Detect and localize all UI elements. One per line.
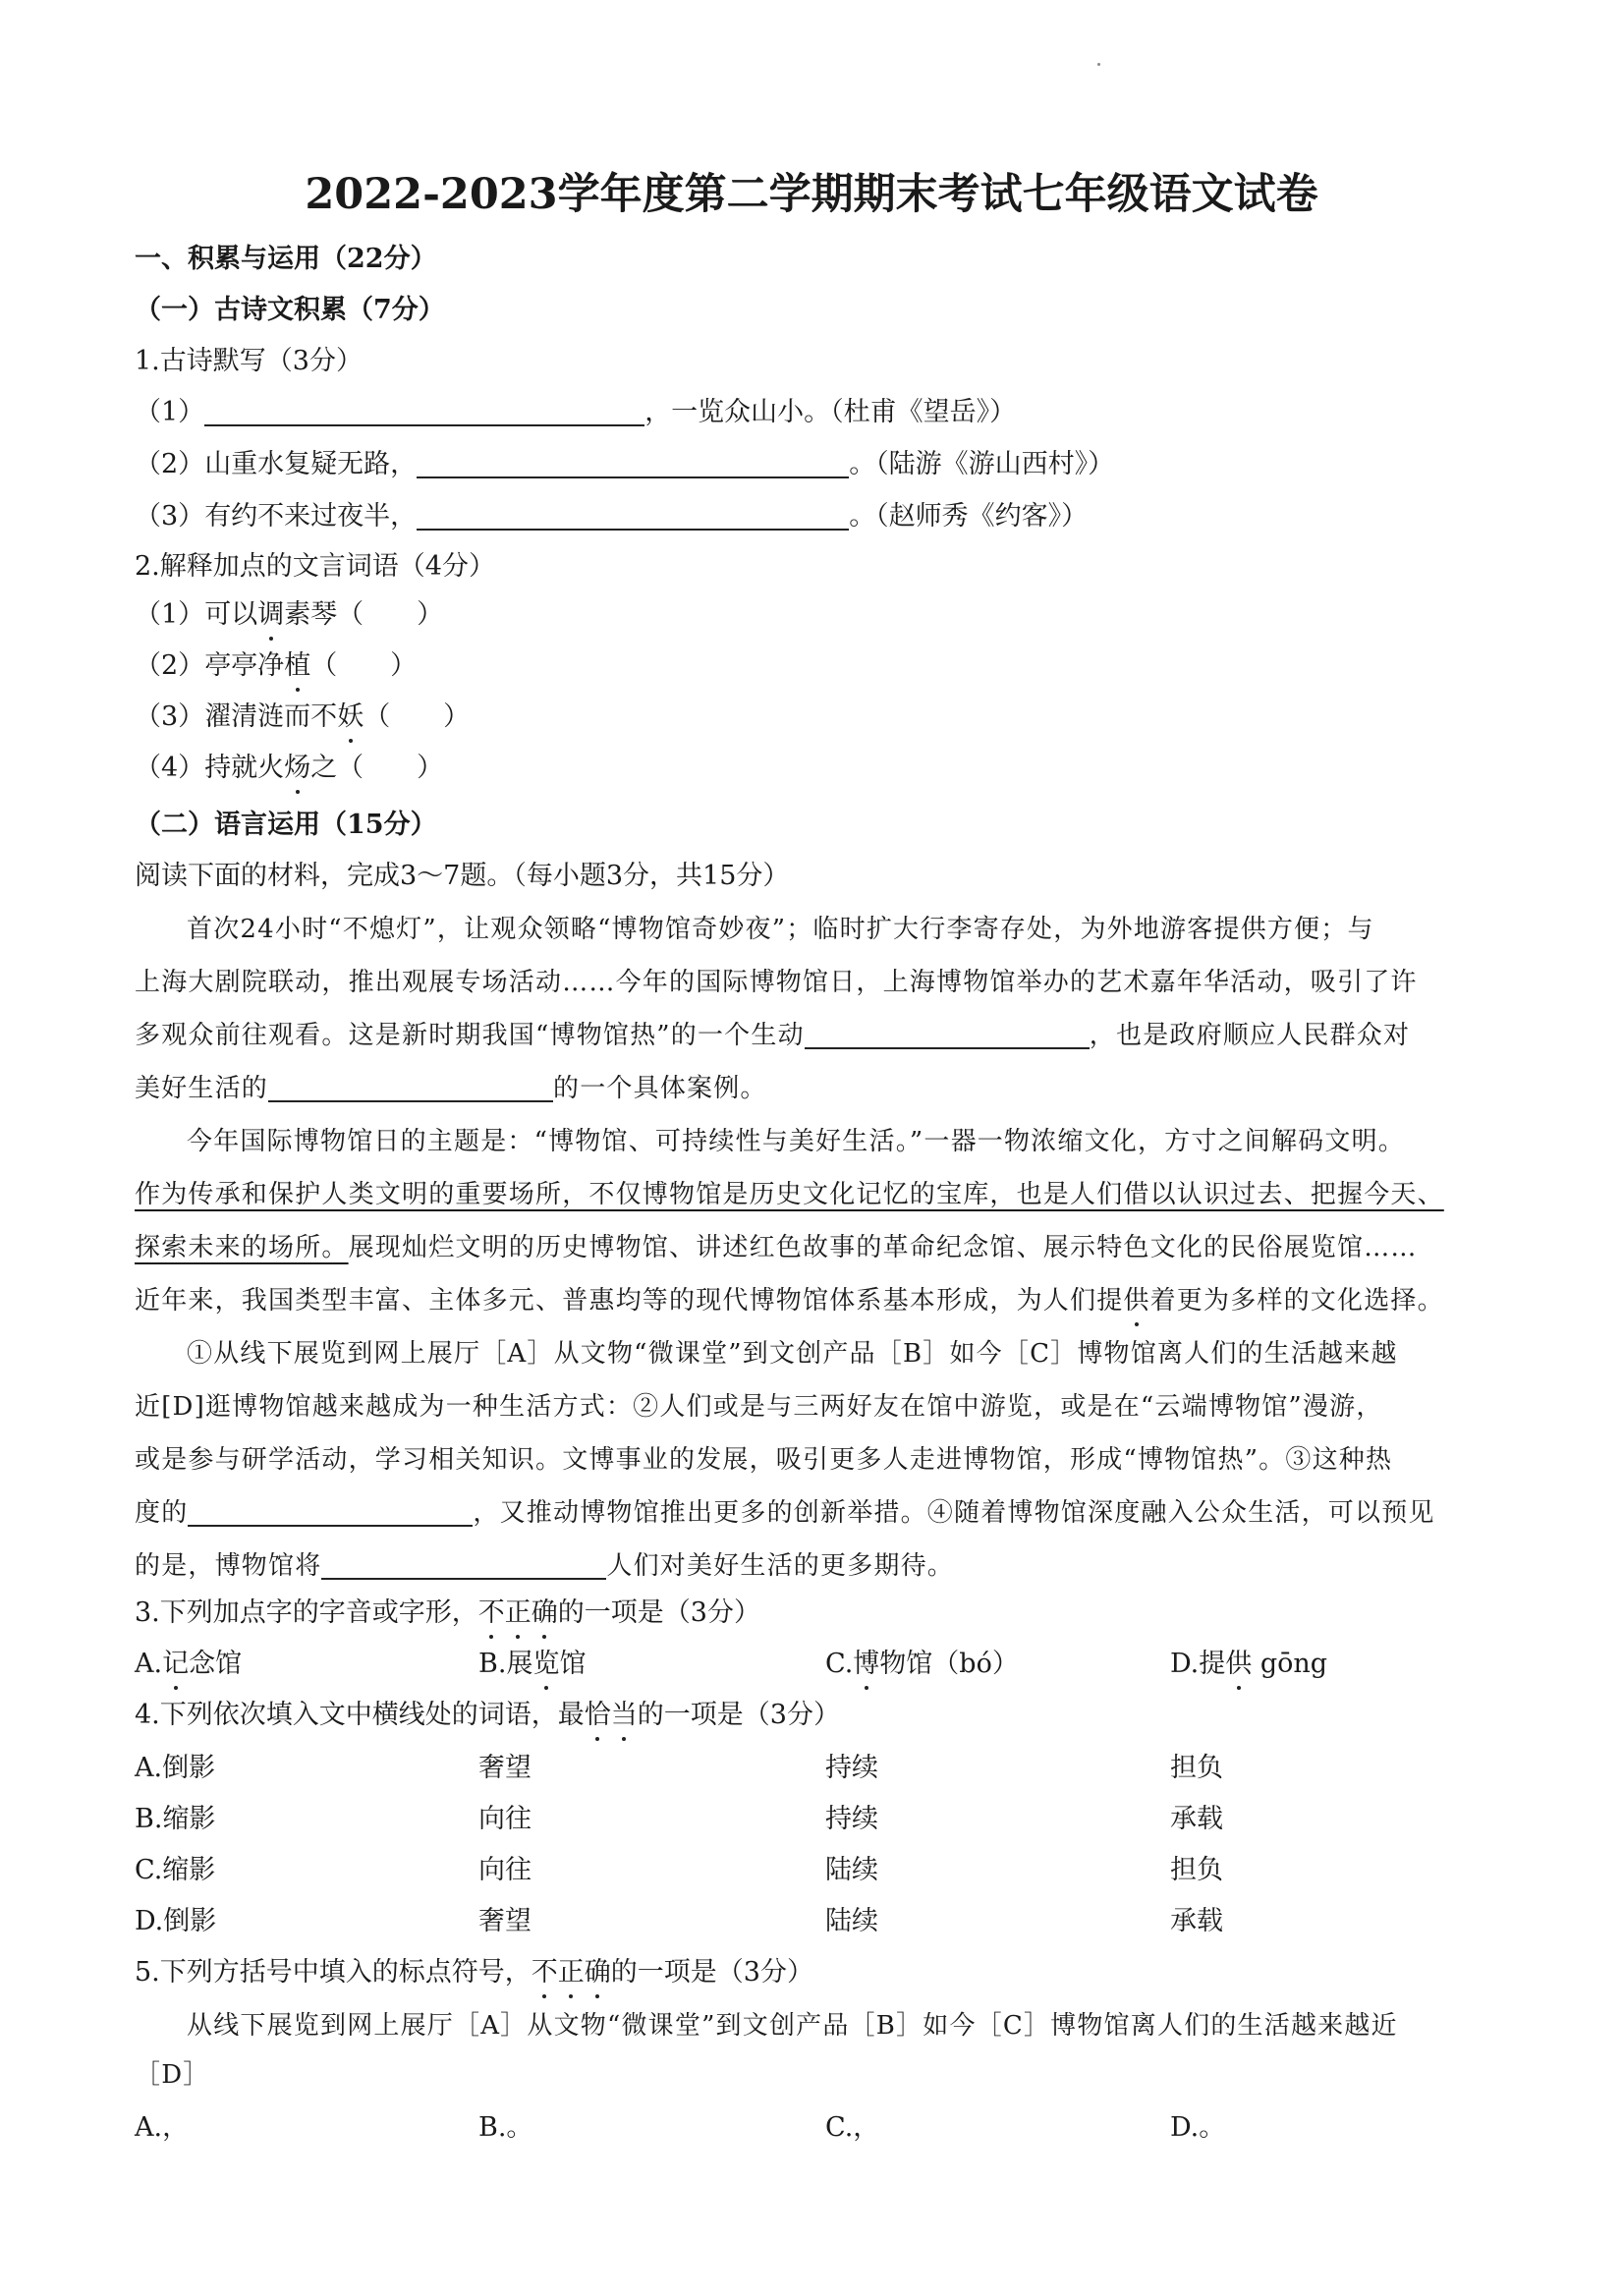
- option-label: D.: [1170, 1649, 1200, 1679]
- option-label: A.: [135, 1753, 163, 1783]
- answer-blank[interactable]: [321, 1550, 606, 1580]
- passage-line: [135, 1546, 1500, 1586]
- item-text: 。（赵师秀《约客》）: [849, 501, 1089, 532]
- dotted-char: 炀: [284, 749, 310, 788]
- passage-line: [135, 1493, 1500, 1533]
- dotted-char: 正: [505, 1594, 532, 1633]
- dotted-char: 览: [532, 1645, 559, 1684]
- item-number: （2）: [135, 650, 205, 681]
- passage-text: 美好生活的: [135, 1074, 269, 1103]
- option-c[interactable]: [825, 1645, 1019, 1684]
- option-word: 倒影: [162, 1753, 216, 1783]
- dotted-char: 不: [478, 1594, 505, 1633]
- dotted-char: 正: [558, 1953, 585, 1992]
- option-word: 承载: [1170, 1804, 1223, 1834]
- option-label: D.: [135, 1906, 164, 1936]
- option-word: 奢望: [478, 1753, 532, 1783]
- q2-item-3: [135, 698, 1500, 737]
- q5-stem: [135, 1953, 1500, 1992]
- option-label-col1: [135, 1851, 215, 1890]
- option-word: 向往: [478, 1855, 532, 1885]
- answer-blank[interactable]: [805, 1020, 1090, 1049]
- exam-title: 2022-2023学年度第二学期期末考试七年级语文试卷: [305, 170, 1318, 219]
- item-text: 濯清涟而不: [204, 701, 338, 732]
- option-word: 担负: [1170, 1855, 1223, 1885]
- item-text: ，一览众山小。（杜甫《望岳》）: [644, 397, 1017, 427]
- option-text: 展: [506, 1649, 533, 1679]
- q3-stem: [135, 1594, 1500, 1633]
- passage-text: 近年来，我国类型丰富、主体多元、普惠均等的现代博物馆体系基本形成，为人们提: [135, 1286, 1124, 1316]
- dotted-char: 当: [611, 1696, 638, 1735]
- q2-item-2: [135, 646, 1500, 686]
- section-heading: 一、积累与运用（22分）: [135, 244, 437, 274]
- dotted-char: 供: [1225, 1645, 1252, 1684]
- dotted-char: 不: [532, 1953, 558, 1992]
- dotted-char: 博: [853, 1645, 879, 1684]
- item-number: （1）: [135, 599, 205, 630]
- item-text: 之（ ）: [310, 753, 444, 783]
- part-heading-2: （二）语言运用（15分）: [135, 810, 437, 840]
- stem-text: 的一项是（3分）: [637, 1700, 840, 1730]
- item-text: （ ）: [364, 701, 471, 732]
- passage-text: 的一个具体案例。: [553, 1074, 767, 1103]
- passage-text: ，又推动博物馆推出更多的创新举措。④随着博物馆深度融入公众生活，可以预见: [473, 1498, 1435, 1528]
- q4-stem: [135, 1696, 1500, 1735]
- q1-stem: 1.古诗默写（3分）: [135, 346, 363, 376]
- option-word: 奢望: [478, 1906, 532, 1936]
- item-text: 持就火: [204, 753, 285, 783]
- underlined-sentence: 探索未来的场所。: [135, 1233, 349, 1262]
- passage-line: 上海大剧院联动，推出观展专场活动……今年的国际博物馆日，上海博物馆举办的艺术嘉年华活动，吸引了许: [135, 968, 1418, 997]
- option-word: 缩影: [162, 1804, 216, 1834]
- option-text: 馆: [559, 1649, 587, 1679]
- option-b[interactable]: B.。: [478, 2112, 533, 2143]
- option-text: 物馆（bó）: [879, 1649, 1019, 1679]
- option-word: 持续: [825, 1804, 878, 1834]
- item-number: （3）: [135, 701, 205, 732]
- passage-line: [135, 1228, 1500, 1267]
- passage-line: 今年国际博物馆日的主题是：“博物馆、可持续性与美好生活。”一器一物浓缩文化，方寸之间解码文明。: [187, 1127, 1405, 1156]
- stem-text: 4.下列依次填入文中横线处的词语，最: [135, 1700, 585, 1730]
- option-label: B.: [135, 1804, 163, 1834]
- option-text: 念馆: [189, 1649, 243, 1679]
- dotted-char: 记: [162, 1645, 189, 1684]
- option-label-col1: [135, 1800, 215, 1839]
- option-label-col1: [135, 1902, 216, 1941]
- option-word: 陆续: [825, 1855, 878, 1885]
- q2-item-4: [135, 749, 1500, 788]
- item-number: （2）: [135, 449, 205, 479]
- dotted-char: 确: [532, 1594, 558, 1633]
- item-text: 。（陆游《游山西村》）: [849, 449, 1115, 479]
- option-d[interactable]: D.。: [1170, 2112, 1226, 2143]
- underlined-sentence: 作为传承和保护人类文明的重要场所，不仅博物馆是历史文化记忆的宝库，也是人们借以认识过去、把握今天、: [135, 1180, 1444, 1209]
- passage-text: 多观众前往观看。这是新时期我国“博物馆热”的一个生动: [135, 1021, 805, 1050]
- answer-blank[interactable]: [268, 1073, 553, 1102]
- option-word: 陆续: [825, 1906, 878, 1936]
- passage-text: 人们对美好生活的更多期待。: [606, 1551, 955, 1581]
- q1-item-3: [135, 497, 1500, 536]
- reading-instructions: 阅读下面的材料，完成3～7题。（每小题3分，共15分）: [135, 861, 790, 891]
- option-c[interactable]: C.，: [825, 2112, 880, 2143]
- passage-line: 或是参与研学活动，学习相关知识。文博事业的发展，吸引更多人走进博物馆，形成“博物馆热”。③这种热: [135, 1445, 1393, 1475]
- dotted-char: 供: [1123, 1281, 1149, 1320]
- passage-text: 着更为多样的文化选择。: [1149, 1286, 1444, 1316]
- option-label: B.: [478, 1649, 507, 1679]
- option-word: 担负: [1170, 1753, 1223, 1783]
- item-number: （3）: [135, 501, 205, 532]
- option-label-col1: [135, 1749, 215, 1788]
- passage-line: 近[D]逛博物馆越来越成为一种生活方式：②人们或是与三两好友在馆中游览，或是在“云端博物馆”漫游，: [135, 1392, 1383, 1422]
- passage-line: [135, 1016, 1500, 1055]
- option-b[interactable]: [478, 1645, 586, 1684]
- dotted-char: 确: [585, 1953, 611, 1992]
- option-word: 承载: [1170, 1906, 1223, 1936]
- option-a[interactable]: A.，: [135, 2112, 190, 2143]
- item-text: 素琴（ ）: [284, 599, 444, 630]
- option-a[interactable]: [135, 1645, 242, 1684]
- q1-item-2: [135, 445, 1500, 484]
- passage-text: ，也是政府顺应人民群众对: [1089, 1021, 1411, 1050]
- stem-text: 5.下列方括号中填入的标点符号，: [135, 1957, 532, 1988]
- answer-blank[interactable]: [188, 1497, 473, 1527]
- passage-line: 首次24小时“不熄灯”，让观众领略“博物馆奇妙夜”；临时扩大行李寄存处，为外地游客提供方便；与: [187, 915, 1374, 944]
- item-text: 亭亭净: [204, 650, 285, 681]
- option-word: 向往: [478, 1804, 532, 1834]
- item-text: 山重水复疑无路，: [204, 449, 418, 479]
- item-text: 可以: [204, 599, 258, 630]
- passage-line: [135, 1281, 1500, 1320]
- answer-blank[interactable]: [417, 501, 849, 531]
- q2-stem: 2.解释加点的文言词语（4分）: [135, 551, 495, 582]
- answer-blank[interactable]: [417, 449, 849, 478]
- option-word: 倒影: [163, 1906, 217, 1936]
- stem-text: 3.下列加点字的字音或字形，: [135, 1597, 478, 1628]
- q2-item-1: [135, 595, 1500, 635]
- option-label: C.: [135, 1855, 163, 1885]
- option-word: 缩影: [162, 1855, 216, 1885]
- passage-text: 的是，博物馆将: [135, 1551, 322, 1581]
- q5-quote: ［D］: [135, 2060, 210, 2090]
- part-heading-1: （一）古诗文积累（7分）: [135, 295, 445, 325]
- passage-text: 展现灿烂文明的历史博物馆、讲述红色故事的革命纪念馆、展示特色文化的民俗展览馆……: [348, 1233, 1418, 1262]
- stem-text: 的一项是（3分）: [557, 1597, 760, 1628]
- option-label: A.: [135, 1649, 163, 1679]
- item-text: （ ）: [310, 650, 418, 681]
- option-text: 提: [1199, 1649, 1226, 1679]
- option-d[interactable]: [1170, 1645, 1327, 1684]
- passage-line: ①从线下展览到网上展厅［A］从文物“微课堂”到文创产品［B］如今［C］博物馆离人们的生活越来越: [187, 1339, 1398, 1369]
- option-text: gōng: [1252, 1649, 1328, 1679]
- item-number: （1）: [135, 397, 205, 427]
- dotted-char: 植: [284, 646, 310, 686]
- q5-quote: 从线下展览到网上展厅［A］从文物“微课堂”到文创产品［B］如今［C］博物馆离人们的生活越来越近: [187, 2011, 1398, 2041]
- dotted-char: 调: [257, 595, 284, 635]
- dotted-char: 妖: [337, 698, 364, 737]
- option-word: 持续: [825, 1753, 878, 1783]
- q1-item-1: [135, 393, 1500, 432]
- dotted-char: 恰: [585, 1696, 611, 1735]
- passage-line: [135, 1069, 1500, 1108]
- item-number: （4）: [135, 753, 205, 783]
- answer-blank[interactable]: [204, 397, 644, 426]
- stem-text: 的一项是（3分）: [610, 1957, 813, 1988]
- passage-text: 度的: [135, 1498, 189, 1528]
- scan-speck: [1097, 63, 1100, 66]
- option-label: C.: [825, 1649, 854, 1679]
- item-text: 有约不来过夜半，: [204, 501, 418, 532]
